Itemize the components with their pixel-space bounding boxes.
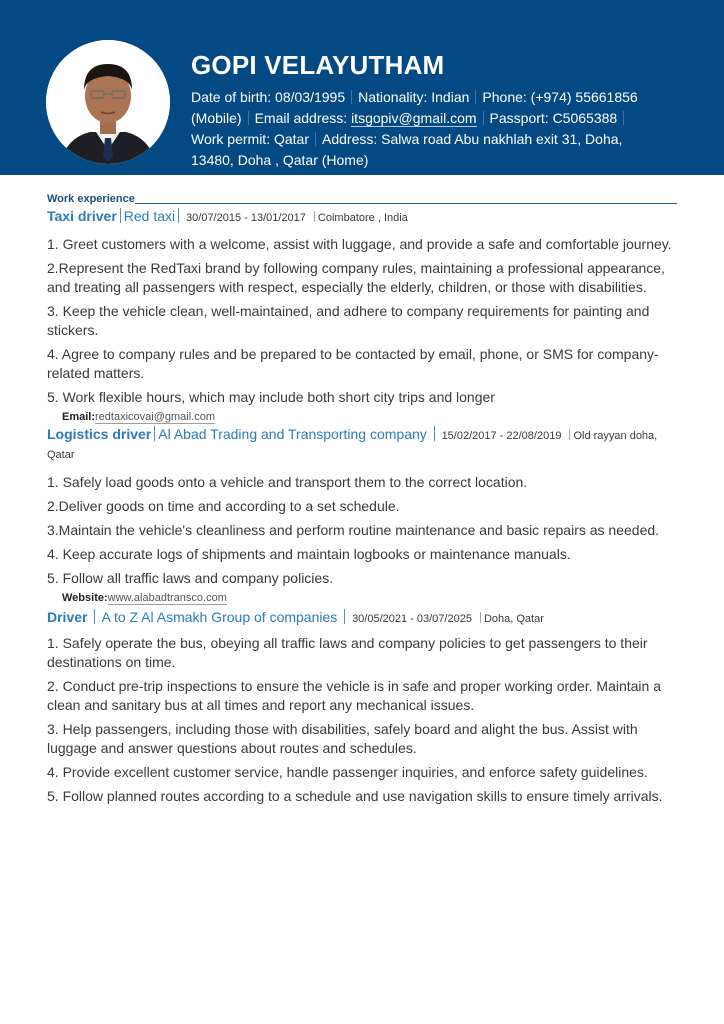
separator	[475, 90, 476, 104]
phone-type: (Mobile)	[191, 110, 242, 126]
job-dates: 30/05/2021 - 03/07/2025	[352, 613, 472, 625]
duty-item: 3. Keep the vehicle clean, well-maintained, and adhere to company requirements for painting and stickers.	[47, 303, 650, 338]
person-avatar-icon	[46, 40, 170, 164]
duty-item: 2. Conduct pre-trip inspections to ensure the vehicle is in safe and proper working order. Maintain a clean and sanitary bus at all times and report any mechanical issues.	[47, 678, 662, 713]
duty-item: 2.Deliver goods on time and according to a set schedule.	[47, 498, 400, 514]
duty-item: 2.Represent the RedTaxi brand by following company rules, maintaining a professional appearance, and treating all passengers with respect, especially the elderly, children, or those with disabilities.	[47, 260, 665, 295]
company-name: Al Abad Trading and Transporting company	[158, 426, 427, 442]
job-dates: 30/07/2015 - 13/01/2017	[186, 212, 306, 224]
duty-item: 4. Agree to company rules and be prepared to be contacted by email, phone, or SMS for company-related matters.	[47, 346, 659, 381]
separator	[351, 90, 352, 104]
work-permit: Work permit: Qatar	[191, 131, 309, 147]
duty-item: 3.Maintain the vehicle's cleanliness and perform routine maintenance and basic repairs as needed.	[47, 522, 660, 538]
duty-item: 4. Keep accurate logs of shipments and maintain logbooks or maintenance manuals.	[47, 546, 571, 562]
separator	[154, 426, 155, 441]
date-of-birth: Date of birth: 08/03/1995	[191, 89, 346, 105]
section-title-text: Work experience	[47, 193, 135, 205]
job-entry	[47, 426, 677, 605]
work-experience-section	[47, 191, 677, 806]
profile-photo	[46, 40, 170, 164]
separator	[569, 429, 570, 440]
section-heading	[47, 191, 677, 205]
job-header	[47, 206, 677, 228]
job-title: Taxi driver	[47, 208, 117, 224]
duty-item: 3. Help passengers, including those with disabilities, safely board and alight the bus. Assist with luggage and answer questions about routes and schedules.	[47, 721, 638, 756]
candidate-name: GOPI VELAYUTHAM	[191, 50, 445, 80]
job-location: Doha, Qatar	[483, 613, 544, 625]
separator	[314, 211, 315, 222]
separator	[315, 132, 316, 146]
company-website	[62, 591, 677, 605]
company-email	[62, 410, 677, 424]
separator	[120, 208, 121, 223]
job-dates: 15/02/2017 - 22/08/2019	[441, 430, 562, 442]
job-header	[47, 607, 677, 629]
separator	[178, 208, 179, 223]
resume-header	[0, 0, 724, 175]
duty-item: 1. Safely load goods onto a vehicle and transport them to the correct location.	[47, 474, 528, 490]
section-divider	[135, 203, 677, 204]
email-link[interactable]: itsgopiv@gmail.com	[351, 110, 477, 126]
separator	[248, 111, 249, 125]
phone: Phone: (+974) 55661856	[482, 89, 638, 105]
address: Address: Salwa road Abu nakhlah exit 31, Doha,	[322, 131, 623, 147]
company-name: A to Z Al Asmakh Group of companies	[101, 609, 338, 625]
job-location: Old rayyan doha, Qatar	[47, 430, 658, 461]
address-line-2: 13480, Doha , Qatar (Home)	[191, 152, 369, 168]
link-label: Website:	[62, 592, 108, 604]
nationality: Nationality: Indian	[358, 89, 470, 105]
email-label: Email address:	[254, 110, 352, 126]
separator	[480, 612, 481, 623]
link-label: Email:	[62, 411, 96, 423]
duty-item: 4. Provide excellent customer service, handle passenger inquiries, and enforce safety guidelines.	[47, 764, 648, 780]
job-header	[47, 426, 677, 464]
job-entry	[47, 607, 677, 806]
separator	[434, 426, 435, 441]
company-name: Red taxi	[123, 208, 176, 224]
job-entry	[47, 206, 677, 424]
separator	[344, 609, 345, 624]
contact-details	[191, 87, 691, 171]
separator	[483, 111, 484, 125]
job-location: Coimbatore , India	[317, 212, 408, 224]
duty-item: 5. Follow planned routes according to a schedule and use navigation skills to ensure timely arrivals.	[47, 788, 663, 804]
separator	[94, 609, 95, 624]
company-website-link[interactable]: www.alabadtransco.com	[107, 592, 227, 604]
passport: Passport: C5065388	[489, 110, 618, 126]
company-email-link[interactable]: redtaxicovai@gmail.com	[95, 411, 216, 423]
duty-item: 5. Follow all traffic laws and company policies.	[47, 570, 334, 586]
duty-item: 1. Safely operate the bus, obeying all traffic laws and company policies to get passengers to their destinations on time.	[47, 635, 648, 670]
duty-item: 1. Greet customers with a welcome, assist with luggage, and provide a safe and comfortable journey.	[47, 236, 672, 252]
duty-item: 5. Work flexible hours, which may include both short city trips and longer	[47, 389, 495, 405]
job-title: Logistics driver	[47, 426, 152, 442]
job-title: Driver	[47, 609, 88, 625]
separator	[623, 111, 624, 125]
